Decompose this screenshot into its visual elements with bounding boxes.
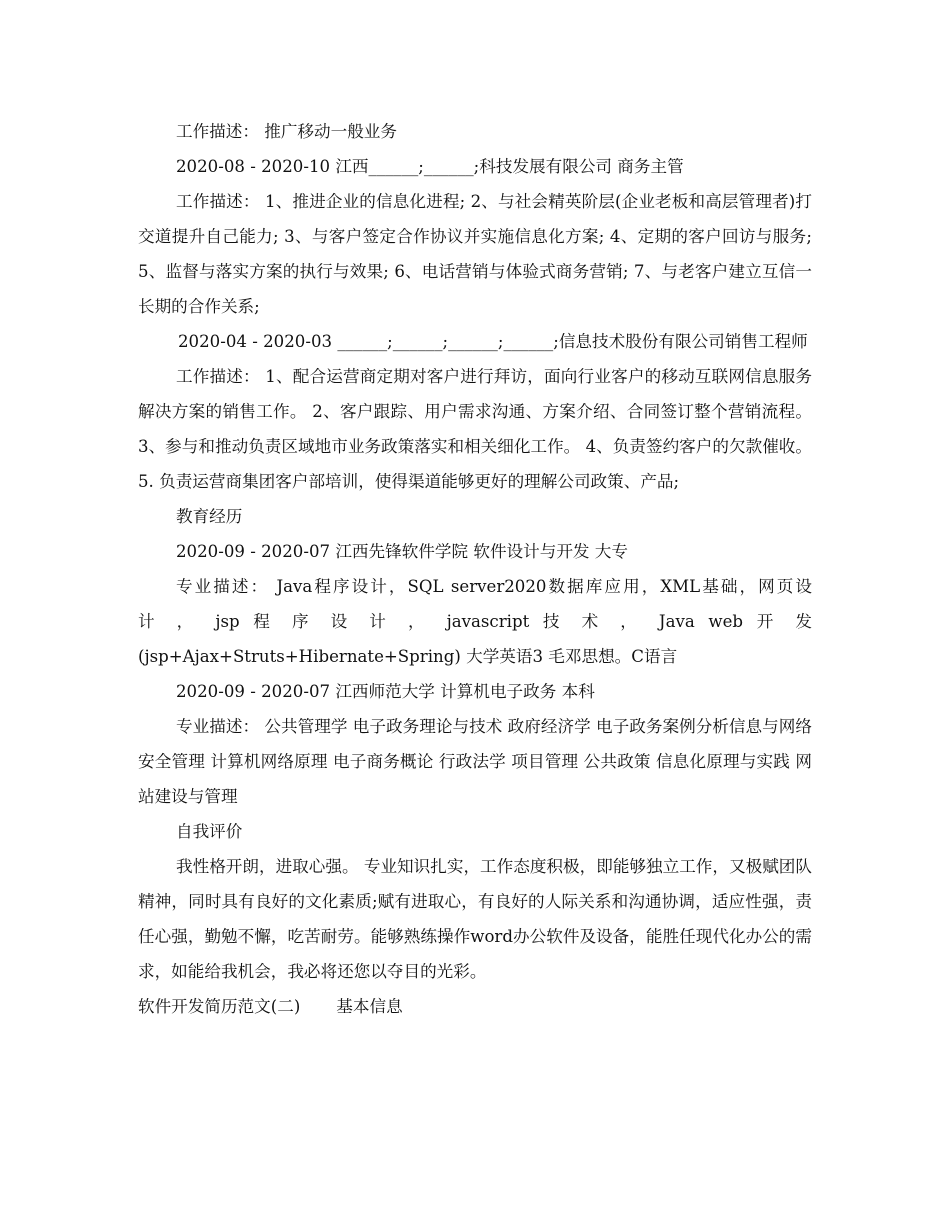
section-heading-basic-info: 基本信息: [336, 997, 403, 1016]
self-evaluation-paragraph: 我性格开朗，进取心强。 专业知识扎实，工作态度积极，即能够独立工作，又极赋团队精神，同时具有良好的文化素质;赋有进取心，有良好的人际关系和沟通协调，适应性强，责任心强，勤勉不懈，吃苦耐劳。能够熟练操作word办公软件及设备，能胜任现代化办公的需求，如能给我机会，我必将还您以夺目的光彩。: [138, 857, 812, 981]
section-heading-education: 教育经历: [176, 507, 243, 526]
job-entry-line: 2020-08 - 2020-10 江西______;______;科技发展有限公司 商务主管: [176, 157, 684, 176]
education-description-line: (jsp+Ajax+Struts+Hibernate+Spring) 大学英语3 毛邓思想。C语言: [138, 647, 678, 666]
footer-line: [138, 989, 812, 1024]
document-title: 软件开发简历范文(二): [138, 997, 301, 1016]
education-entry-line: 2020-09 - 2020-07 江西师范大学 计算机电子政务 本科: [176, 682, 595, 701]
job-entry-line: 2020-04 - 2020-03 ______;______;______;______;信息技术股份有限公司销售工程师: [178, 332, 808, 351]
education-description-line: 专业描述： Java程序设计，SQL server2020数据库应用，XML基础，网页设: [176, 577, 812, 596]
section-heading-self-evaluation: 自我评价: [176, 822, 243, 841]
education-description-line: 计 ， jsp 程 序 设 计 ， javascript 技 术 ， Java web 开 发: [138, 612, 812, 631]
job-description-paragraph: 工作描述： 1、配合运营商定期对客户进行拜访，面向行业客户的移动互联网信息服务解决方案的销售工作。 2、客户跟踪、用户需求沟通、方案介绍、合同签订整个营销流程。 3、参与和推动负责区域地市业务政策落实和相关细化工作。 4、负责签约客户的欠款催收。 5. 负责运营商集团客户部培训，使得渠道能够更好的理解公司政策、产品;: [138, 367, 812, 491]
job-description-line: 工作描述： 推广移动一般业务: [176, 122, 397, 141]
job-description-paragraph: 工作描述： 1、推进企业的信息化进程; 2、与社会精英阶层(企业老板和高层管理者)打交道提升自己能力; 3、与客户签定合作协议并实施信息化方案; 4、定期的客户回访与服务; 5、监督与落实方案的执行与效果; 6、电话营销与体验式商务营销; 7、与老客户建立互信一长期的合作关系;: [138, 192, 812, 316]
education-description-paragraph: 专业描述： 公共管理学 电子政务理论与技术 政府经济学 电子政务案例分析信息与网络安全管理 计算机网络原理 电子商务概论 行政法学 项目管理 公共政策 信息化原理与实践 网站建设与管理: [138, 717, 812, 806]
document-page: [138, 114, 812, 1024]
education-entry-line: 2020-09 - 2020-07 江西先锋软件学院 软件设计与开发 大专: [176, 542, 628, 561]
